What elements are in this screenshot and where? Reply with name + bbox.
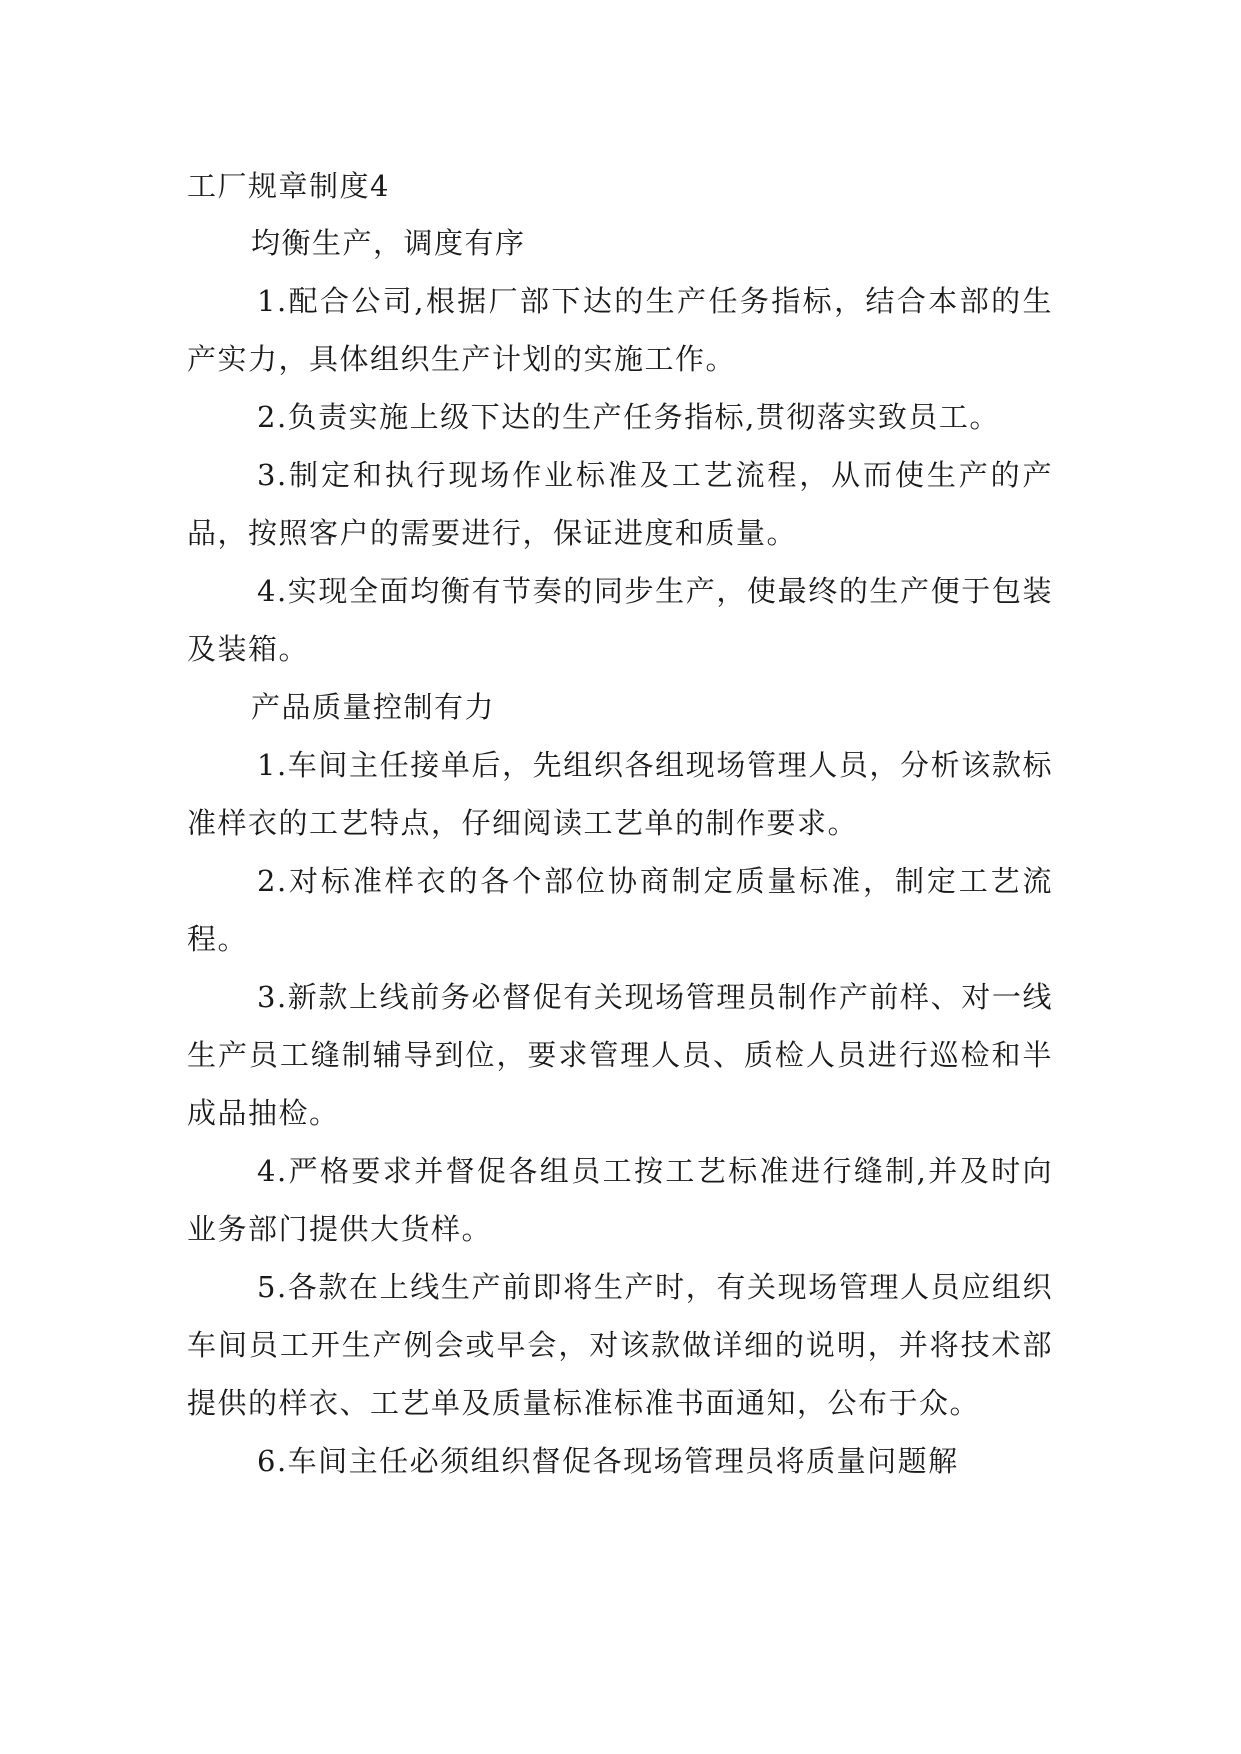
section1-item-3: 3.制定和执行现场作业标准及工艺流程，从而使生产的产品，按照客户的需要进行，保证进度和质量。 <box>187 458 1053 550</box>
section2-item-5: 5.各款在上线生产前即将生产时，有关现场管理人员应组织车间员工开生产例会或早会，对该款做详细的说明，并将技术部提供的样衣、工艺单及质量标准标准书面通知，公布于众。 <box>187 1270 1053 1420</box>
section1-item-2: 2.负责实施上级下达的生产任务指标,贯彻落实致员工。 <box>257 400 1000 434</box>
section2-item-1: 1.车间主任接单后，先组织各组现场管理人员，分析该款标准样衣的工艺特点，仔细阅读工艺单的制作要求。 <box>187 748 1053 840</box>
section2-item-2: 2.对标准样衣的各个部位协商制定质量标准，制定工艺流程。 <box>187 864 1053 956</box>
section-heading-quality-control: 产品质量控制有力 <box>251 690 496 724</box>
section2-item-3: 3.新款上线前务必督促有关现场管理员制作产前样、对一线生产员工缝制辅导到位，要求管理人员、质检人员进行巡检和半成品抽检。 <box>187 980 1053 1130</box>
document-body <box>187 158 1053 1490</box>
section1-item-1: 1.配合公司,根据厂部下达的生产任务指标，结合本部的生产实力，具体组织生产计划的实施工作。 <box>187 284 1053 376</box>
document-title: 工厂规章制度4 <box>187 169 390 203</box>
section1-item-4: 4.实现全面均衡有节奏的同步生产，使最终的生产便于包装及装箱。 <box>187 574 1053 666</box>
section2-item-6: 6.车间主任必须组织督促各现场管理员将质量问题解 <box>257 1444 959 1478</box>
section2-item-4: 4.严格要求并督促各组员工按工艺标准进行缝制,并及时向业务部门提供大货样。 <box>187 1154 1053 1246</box>
section-heading-balanced-production: 均衡生产，调度有序 <box>251 226 526 260</box>
